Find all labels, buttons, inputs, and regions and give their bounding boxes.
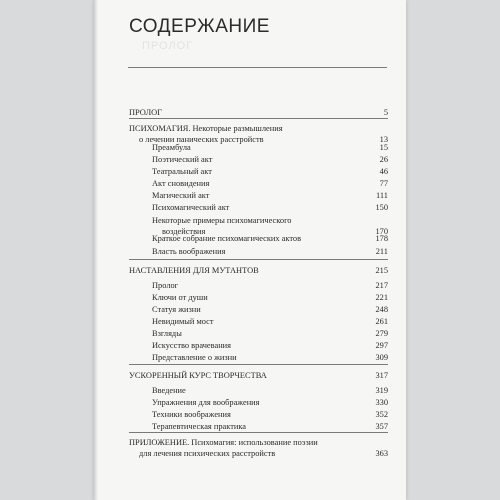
toc-item-1-1[interactable] <box>152 155 388 164</box>
section-divider <box>129 432 388 433</box>
toc-item-2-5-page-number: 297 <box>375 341 388 350</box>
toc-section-3-title: УСКОРЕННЫЙ КУРС ТВОРЧЕСТВА <box>129 371 267 380</box>
toc-item-3-1[interactable] <box>152 398 388 407</box>
toc-item-1-8-title: Власть воображения <box>152 247 226 256</box>
toc-item-2-3-title: Невидимый мост <box>152 317 214 326</box>
toc-item-2-0[interactable] <box>152 281 388 290</box>
toc-item-1-0-page-number: 15 <box>379 143 388 152</box>
toc-item-3-0-title: Введение <box>152 386 186 395</box>
toc-item-2-2[interactable] <box>152 305 388 314</box>
toc-section-1-page-number: 13 <box>379 135 388 144</box>
toc-section-3-page-number: 317 <box>375 371 388 380</box>
toc-section-0[interactable] <box>129 108 388 117</box>
toc-item-3-1-page-number: 330 <box>375 398 388 407</box>
section-divider <box>129 118 388 119</box>
toc-item-2-0-page-number: 217 <box>375 281 388 290</box>
toc-item-1-3[interactable] <box>152 179 388 188</box>
toc-item-1-6-title: Некоторые примеры психомагического <box>152 216 292 225</box>
toc-item-2-4[interactable] <box>152 329 388 338</box>
toc-item-1-6-title-continued: воздействия <box>162 227 206 236</box>
toc-item-2-1-title: Ключи от души <box>152 293 208 302</box>
toc-item-1-0-title: Преамбула <box>152 143 191 152</box>
toc-item-3-0[interactable] <box>152 386 388 395</box>
toc-item-3-3-page-number: 357 <box>375 422 388 431</box>
toc-section-2[interactable] <box>129 266 388 275</box>
toc-section-0-title: ПРОЛОГ <box>129 108 163 117</box>
toc-item-1-6[interactable] <box>152 216 388 236</box>
toc-item-1-5-page-number: 150 <box>375 203 388 212</box>
table-of-contents <box>94 0 406 500</box>
toc-item-1-4-page-number: 111 <box>376 191 388 200</box>
section-divider <box>129 259 388 260</box>
toc-item-1-5[interactable] <box>152 203 388 212</box>
toc-section-2-title: НАСТАВЛЕНИЯ ДЛЯ МУТАНТОВ <box>129 266 259 275</box>
toc-item-1-1-page-number: 26 <box>379 155 388 164</box>
toc-item-2-6[interactable] <box>152 353 388 362</box>
toc-item-2-4-page-number: 279 <box>375 329 388 338</box>
page-title: СОДЕРЖАНИЕ <box>129 16 270 37</box>
toc-item-2-5-title: Искусство врачевания <box>152 341 232 350</box>
toc-section-0-page-number: 5 <box>383 108 388 117</box>
toc-item-1-7[interactable] <box>152 234 388 243</box>
toc-item-2-5[interactable] <box>152 341 388 350</box>
toc-section-2-page-number: 215 <box>375 266 388 275</box>
toc-item-2-3[interactable] <box>152 317 388 326</box>
toc-item-2-2-title: Статуя жизни <box>152 305 201 314</box>
toc-section-4-title-continued: для лечения психических расстройств <box>139 449 276 458</box>
toc-item-3-1-title: Упражнения для воображения <box>152 398 260 407</box>
toc-item-3-3-title: Терапевтическая практика <box>152 422 247 431</box>
toc-item-1-2-title: Театральный акт <box>152 167 212 176</box>
toc-item-2-0-title: Пролог <box>152 281 179 290</box>
toc-item-1-2[interactable] <box>152 167 388 176</box>
toc-item-3-2-title: Техники воображения <box>152 410 231 419</box>
toc-item-2-6-page-number: 309 <box>375 353 388 362</box>
toc-item-1-4-title: Магический акт <box>152 191 210 200</box>
toc-item-1-2-page-number: 46 <box>379 167 388 176</box>
toc-item-1-6-page-number: 170 <box>375 227 388 236</box>
toc-item-1-7-title: Краткое собрание психомагических актов <box>152 234 302 243</box>
ghost-show-through-text: ПРОЛОГ <box>142 40 194 52</box>
toc-item-2-4-title: Взгляды <box>152 329 182 338</box>
toc-item-1-3-page-number: 77 <box>379 179 388 188</box>
toc-item-2-2-page-number: 248 <box>375 305 388 314</box>
toc-section-1-title: ПСИХОМАГИЯ. Некоторые размышления <box>129 124 283 133</box>
toc-item-3-2[interactable] <box>152 410 388 419</box>
toc-section-1-title-continued: о лечении панических расстройств <box>139 135 264 144</box>
toc-item-1-7-page-number: 178 <box>375 234 388 243</box>
book-page <box>94 0 406 500</box>
toc-item-3-3[interactable] <box>152 422 388 431</box>
toc-item-1-1-title: Поэтический акт <box>152 155 213 164</box>
toc-section-3[interactable] <box>129 371 388 380</box>
toc-item-1-4[interactable] <box>152 191 388 200</box>
toc-item-2-1[interactable] <box>152 293 388 302</box>
toc-item-3-2-page-number: 352 <box>375 410 388 419</box>
toc-section-1[interactable] <box>129 124 388 144</box>
toc-item-1-8[interactable] <box>152 247 388 256</box>
toc-item-2-3-page-number: 261 <box>375 317 388 326</box>
toc-item-2-1-page-number: 221 <box>375 293 388 302</box>
toc-section-4-page-number: 363 <box>375 449 388 458</box>
toc-item-2-6-title: Представление о жизни <box>152 353 237 362</box>
toc-section-4-title: ПРИЛОЖЕНИЕ. Психомагия: использование поэзии <box>129 438 318 447</box>
toc-section-4[interactable] <box>129 438 388 458</box>
toc-item-1-5-title: Психомагический акт <box>152 203 230 212</box>
toc-item-3-0-page-number: 319 <box>375 386 388 395</box>
toc-item-1-3-title: Акт сновидения <box>152 179 210 188</box>
toc-item-1-0[interactable] <box>152 143 388 152</box>
section-divider <box>129 364 388 365</box>
toc-item-1-8-page-number: 211 <box>375 247 388 256</box>
